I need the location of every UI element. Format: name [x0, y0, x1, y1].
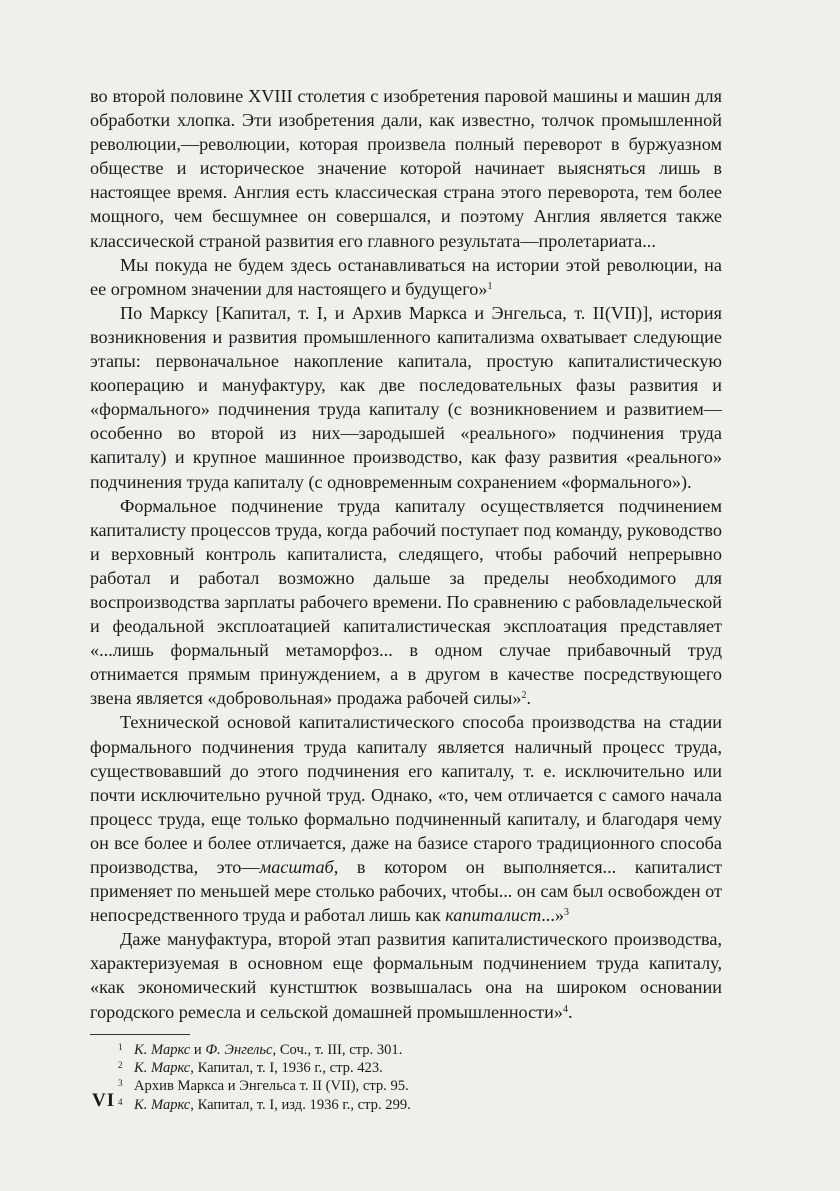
paragraph: [90, 927, 722, 1023]
paragraph-text: .: [567, 1001, 573, 1022]
footnote-author: К. Маркс: [134, 1060, 191, 1077]
footnote-ref: 3: [563, 907, 569, 919]
paragraph-text: Технической основой капиталистического способа производства на стадии формального подчинения труда капиталу является наличный процесс труда, существовавший до этого подчинения его капиталу, т. е. исключительно или почти исключительно ручной труд. Однако, «то, чем отличается с самого начала процесс труда, еще только формально подчиненный капиталу, и благодаря чему он все более и более отличается, даже на базисе старого традиционного способа производства, это—: [90, 712, 722, 877]
paragraph: [90, 301, 722, 494]
footnote-ref: 4: [562, 1003, 568, 1015]
footnote-text: , Капитал, т. I, изд. 1936 г., стр. 299.: [190, 1096, 411, 1113]
body-text: [90, 84, 722, 1024]
footnote-ref: 2: [521, 690, 527, 702]
paragraph: [90, 84, 722, 253]
footnote-text: и: [190, 1041, 206, 1058]
footnote-author: К. Маркс: [134, 1041, 191, 1058]
footnote: 1 К. Маркс и Ф. Энгельс, Соч., т. III, стр. 301.: [118, 1041, 403, 1058]
paragraph-text: ...»: [541, 905, 564, 926]
paragraph: [90, 253, 722, 301]
paragraph-text: , в котором он выполняется... капиталист применяет по меньшей мере столько рабочих, чтобы... он сам был освобожден от непосредственного труда и работал лишь как: [90, 857, 722, 926]
paragraph-text: Формальное подчинение труда капиталу осуществляется подчинением капиталисту процессов труда, когда рабочий поступает под команду, руководство и верховный контроль капиталиста, следящего, чтобы рабочий непрерывно работал и работал возможно дальше за пределы необходимого для воспроизводства зарплаты рабочего времени. По сравнению с рабовладельческой и феодальной эксплоатацией капиталистическая эксплоатация представляет «...лишь формальный метаморфоз... в одном случае прибавочный труд отнимается прямым принуждением, а в другом в качестве посредствующего звена является «добровольная» продажа рабочей силы»: [90, 495, 722, 709]
emphasis-text: масштаб: [259, 857, 334, 877]
footnote-ref: 1: [487, 280, 493, 292]
footnote-text: , Соч., т. III, стр. 301.: [272, 1041, 403, 1058]
footnote-text: , Капитал, т. I, 1936 г., стр. 423.: [190, 1060, 383, 1077]
paragraph-text: Мы покуда не будем здесь останавливаться на истории этой революции, на ее огромном значении для настоящего и будущего»: [90, 254, 722, 299]
emphasis-text: капиталист: [445, 905, 542, 926]
page-number: VI: [92, 1090, 116, 1111]
footnote: 2 К. Маркс, Капитал, т. I, 1936 г., стр. 423.: [118, 1060, 383, 1077]
paragraph: [90, 710, 722, 927]
paragraph-text: .: [526, 688, 532, 709]
footnote-author: К. Маркс: [134, 1096, 191, 1113]
footnote: 4 К. Маркс, Капитал, т. I, изд. 1936 г., стр. 299.: [118, 1096, 411, 1113]
page-body: [90, 84, 722, 1114]
footnote-text: Архив Маркса и Энгельса т. II (VII), стр. 95.: [134, 1078, 409, 1095]
paragraph: [90, 494, 722, 711]
paragraph-text: во второй половине XVIII столетия с изобретения паровой машины и машин для обработки хлопка. Эти изобретения дали, как известно, толчок промышленной революции,—революции, которая произвела полный переворот в буржуазном обществе и историческое значение которой начинает выясняться лишь в настоящее время. Англия есть классическая страна этого переворота, тем более мощного, чем бесшумнее он совершался, и поэтому Англия является также классической страной развития его главного результата—пролетариата...: [90, 86, 722, 251]
footnote-separator: [90, 1034, 190, 1035]
footnote-author: Ф. Энгельс: [205, 1041, 273, 1058]
paragraph-text: Даже мануфактура, второй этап развития капиталистического производства, характеризуемая в основном еще формальным подчинением труда капиталу, «как экономический кунстштюк возвышалась она на широком основании городского ремесла и сельской домашней промышленности»: [90, 929, 722, 1022]
footnotes: [90, 1041, 722, 1115]
paragraph-text: По Марксу [Капитал, т. I, и Архив Маркса и Энгельса, т. II(VII)], история возникновения и развития промышленного капитализма охватывает следующие этапы: первоначальное накопление капитала, простую капиталистическую кооперацию и мануфактуру, как две последовательных фазы развития и «формального» подчинения труда капиталу (с возникновением и развитием—особенно во второй из них—зародышей «реального» подчинения труда капиталу) и крупное машинное производство, как фазу развития «реального» подчинения труда капиталу (с одновременным сохранением «формального»).: [90, 302, 722, 492]
footnote: 3 Архив Маркса и Энгельса т. II (VII), стр. 95.: [118, 1078, 409, 1095]
